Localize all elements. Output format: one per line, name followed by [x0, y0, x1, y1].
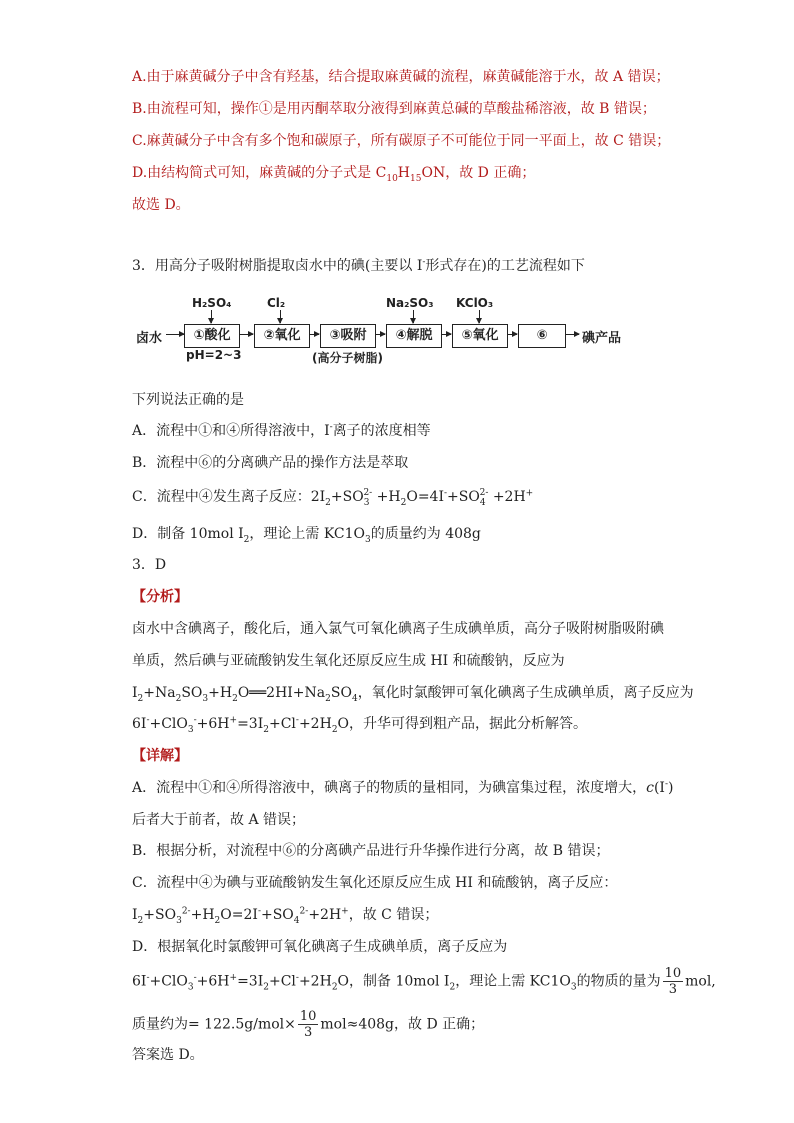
reagent-cl2: Cl₂	[267, 296, 286, 310]
resin-note: (高分子树脂)	[312, 351, 383, 365]
analysis-header: 【分析】	[132, 589, 188, 605]
analysis-line-1: 卤水中含碘离子，酸化后，通入氯气可氧化碘离子生成碘单质，高分子吸附树脂吸附碘	[132, 621, 664, 637]
detail-d-1: D．根据氧化时氯酸钾可氧化碘离子生成碘单质，离子反应为	[132, 939, 508, 955]
reagent-arrow	[211, 310, 212, 323]
flow-step-4: ④解脱	[386, 324, 442, 348]
reagent-kclo3: KClO₃	[456, 296, 494, 310]
question-prompt: 下列说法正确的是	[132, 392, 244, 408]
flow-step-6: ⑥	[518, 324, 566, 348]
prev-option-b: B.由流程可知，操作①是用丙酮萃取分液得到麻黄总碱的草酸盐稀溶液，故 B 错误；	[132, 101, 656, 117]
prev-option-c: C.麻黄碱分子中含有多个饱和碳原子，所有碳原子不可能位于同一平面上，故 C 错误；	[132, 133, 671, 149]
flow-arrow	[166, 334, 184, 335]
flow-step-5: ⑤氧化	[452, 324, 508, 348]
flow-arrow	[239, 334, 253, 335]
answer-label: 3．D	[132, 557, 167, 573]
fraction: $\frac{10}{3}$	[664, 966, 682, 997]
analysis-line-3: $I_2+Na_2SO_3+H_2O══2HI+Na_2SO_4$，氧化时氯酸钾可氧化碘离子生成碘单质，离子反应为	[132, 685, 694, 704]
reagent-arrow	[280, 310, 281, 323]
flow-arrow	[565, 334, 579, 335]
option-a: A．流程中①和④所得溶液中，I-离子的浓度相等	[132, 422, 431, 439]
prev-option-d: D.由结构简式可知，麻黄碱的分子式是 $C_{10}H_{15}ON$，故 D 正确；	[132, 165, 536, 184]
analysis-line-2: 单质，然后碘与亚硫酸钠发生氧化还原反应生成 HI 和硫酸钠，反应为	[132, 653, 565, 669]
question-stem: 3．用高分子吸附树脂提取卤水中的碘(主要以 I-形式存在)的工艺流程如下	[132, 257, 585, 274]
reagent-arrow	[479, 310, 480, 323]
detail-c-1: C．流程中④为碘与亚硫酸钠发生氧化还原反应生成 HI 和硫酸钠，离子反应：	[132, 875, 618, 891]
option-b: B．流程中⑥的分离碘产品的操作方法是萃取	[132, 455, 409, 471]
flow-arrow	[309, 334, 319, 335]
detail-header: 【详解】	[132, 748, 188, 764]
analysis-line-4: $6I^-+ClO_3^-+6H^+=3I_2+Cl^-+2H_2O$，升华可得到粗产品，据此分析解答。	[132, 715, 588, 735]
flow-step-3: ③吸附	[320, 324, 376, 348]
reagent-arrow	[413, 310, 414, 323]
detail-b: B．根据分析，对流程中⑥的分离碘产品进行升华操作进行分离，故 B 错误；	[132, 843, 610, 859]
fraction: $\frac{10}{3}$	[299, 1009, 317, 1040]
option-c: C．流程中④发生离子反应：$2I_2+SO_3^{2-} +H_2O=4I^-+SO_4^{2-} +2H^+$	[132, 488, 534, 508]
process-flow-diagram	[136, 296, 636, 366]
flow-output: 碘产品	[582, 331, 622, 346]
flow-arrow	[441, 334, 451, 335]
flow-arrow	[375, 334, 385, 335]
ph-note: pH=2~3	[186, 348, 242, 362]
prev-option-a: A.由于麻黄碱分子中含有羟基，结合提取麻黄碱的流程，麻黄碱能溶于水，故 A 错误；	[132, 69, 670, 85]
flow-input: 卤水	[136, 331, 163, 346]
flow-step-2: ②氧化	[254, 324, 310, 348]
detail-d-2: $6I^-+ClO_3^-+6H^+=3I_2+Cl^-+2H_2O$，制备 10mol $I_2$，理论上需 $KC1O_3$的物质的量为 $\frac{10}{3}$ mol,	[132, 966, 716, 997]
prev-conclusion: 故选 D。	[132, 197, 190, 213]
detail-a-1: A．流程中①和④所得溶液中，碘离子的物质的量相同，为碘富集过程，浓度增大，c(I-)	[132, 779, 674, 796]
detail-d-3: 质量约为= 122.5g/mol× $\frac{10}{3}$ mol≈408g，故 D 正确；	[132, 1009, 485, 1040]
final-answer: 答案选 D。	[132, 1047, 204, 1063]
option-d: D．制备 10mol $I_2$，理论上需 $KC1O_3$的质量约为 408g	[132, 526, 481, 545]
flow-step-1: ①酸化	[184, 324, 240, 348]
reagent-na2so3: Na₂SO₃	[386, 296, 434, 310]
detail-a-2: 后者大于前者，故 A 错误；	[132, 812, 306, 828]
flow-arrow	[507, 334, 517, 335]
detail-c-2: $I_2+SO_3^{2-}+H_2O=2I^-+SO_4^{2-}+2H^+$，故 C 错误；	[132, 906, 439, 926]
reagent-h2so4: H₂SO₄	[192, 296, 232, 310]
